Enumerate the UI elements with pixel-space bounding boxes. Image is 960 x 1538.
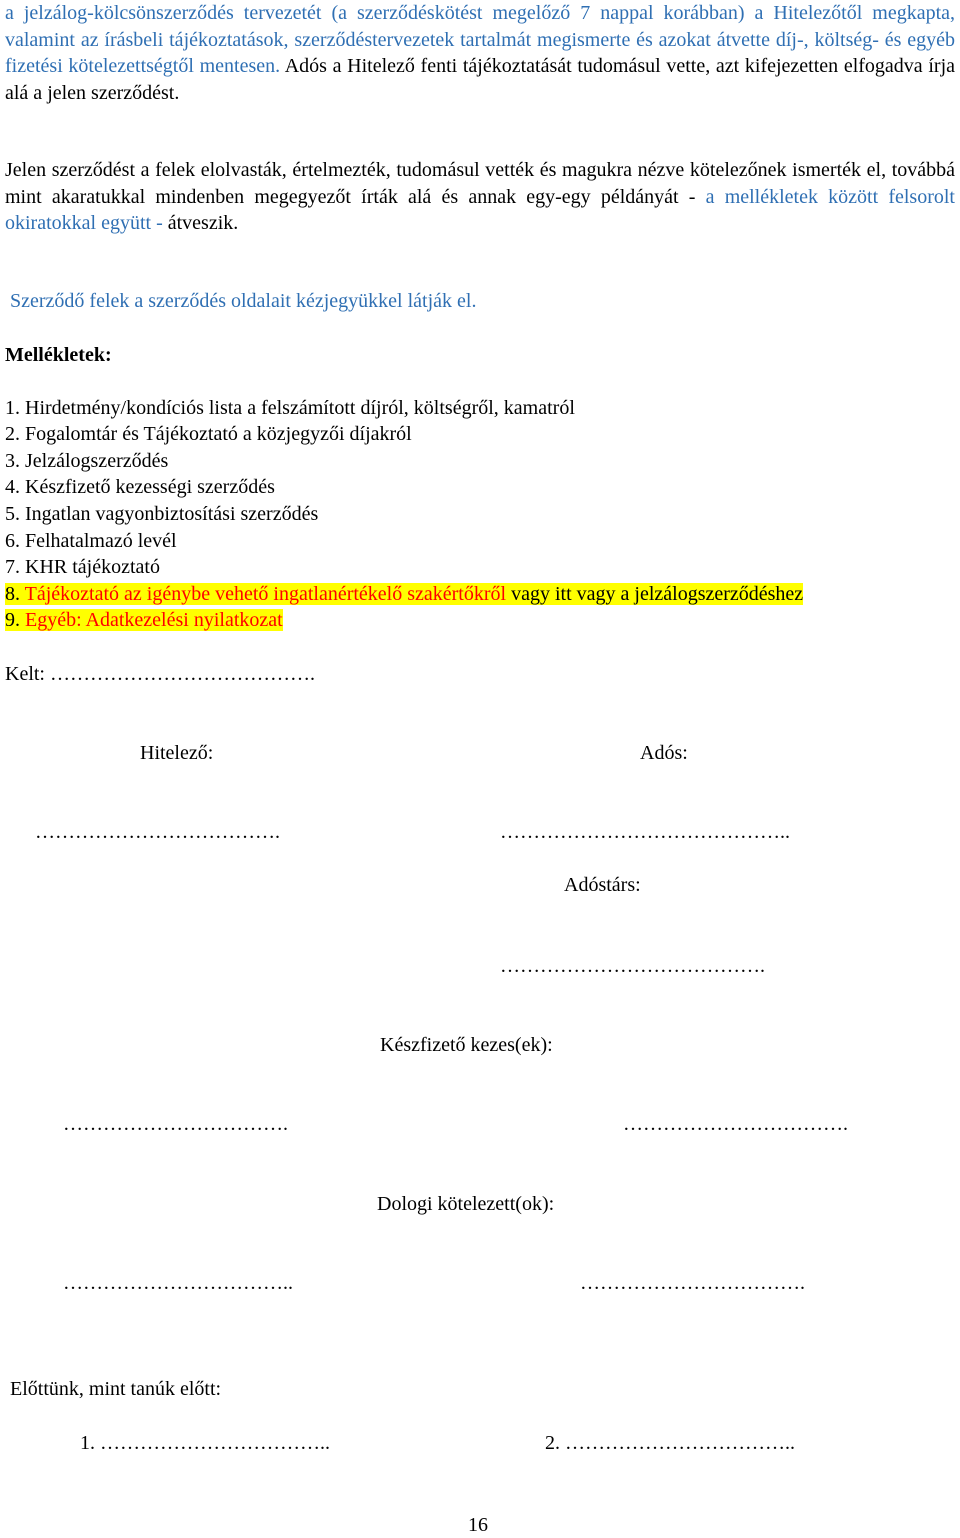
attachment-item-9-number: 9. bbox=[5, 609, 20, 631]
lender-signature-line: ………………………………. bbox=[35, 821, 280, 843]
witnesses-label: Előttünk, mint tanúk előtt: bbox=[10, 1378, 222, 1400]
guarantor-label: Készfizető kezes(ek): bbox=[380, 1034, 553, 1056]
attachment-item-8-rest: vagy itt vagy a jelzálogszerződéshez bbox=[506, 583, 804, 605]
debtor-label: Adós: bbox=[640, 742, 688, 764]
attachment-item-3: 3. Jelzálogszerződés bbox=[5, 450, 169, 472]
attachment-item-6: 6. Felhatalmazó levél bbox=[5, 530, 177, 552]
witness-2-line: 2. …………………………….. bbox=[545, 1432, 795, 1454]
intro-paragraph bbox=[5, 0, 955, 106]
attachment-item-1: 1. Hirdetmény/kondíciós lista a felszámított díjról, költségről, kamatról bbox=[5, 397, 575, 419]
initials-note: Szerződő felek a szerződés oldalait kézjegyükkel látják el. bbox=[10, 290, 477, 312]
closing-text-1: Jelen szerződést a felek elolvasták, értelmezték, tudomásul vették és magukra nézve kötelezőnek ismerték el, továbbá mint akaratukkal mindenben megegyezőt írták alá és annak egy-egy példányát - bbox=[5, 159, 955, 208]
codebtor-label: Adóstárs: bbox=[564, 874, 641, 896]
attachment-item-8 bbox=[5, 581, 803, 607]
closing-text-blue: a mellékletek között felsorolt okiratokkal együtt - bbox=[5, 185, 955, 234]
attachment-item-9 bbox=[5, 607, 283, 633]
guarantor-signature-line-1: ……………………………. bbox=[63, 1113, 288, 1135]
attachment-item-8-red-text: Tájékoztató az igénybe vehető ingatlanértékelő szakértőkről bbox=[20, 583, 507, 605]
pledgor-label: Dologi kötelezett(ok): bbox=[377, 1193, 555, 1215]
closing-text-3: átveszik. bbox=[162, 212, 239, 234]
pledgor-signature-line-2: ……………………………. bbox=[580, 1272, 805, 1294]
pledgor-signature-line-1: …………………………….. bbox=[63, 1272, 293, 1294]
attachment-item-9-red-text: Egyéb: Adatkezelési nyilatkozat bbox=[20, 609, 283, 631]
attachment-item-7: 7. KHR tájékoztató bbox=[5, 556, 160, 578]
attachment-item-2: 2. Fogalomtár és Tájékoztató a közjegyzői díjakról bbox=[5, 423, 412, 445]
debtor-signature-line: …………………………………….. bbox=[500, 821, 790, 843]
guarantor-signature-line-2: ……………………………. bbox=[623, 1113, 848, 1135]
date-line: Kelt: …………………………………. bbox=[5, 663, 315, 685]
attachments-heading: Mellékletek: bbox=[5, 344, 112, 366]
intro-text-blue: a jelzálog-kölcsönszerződés tervezetét (a szerződéskötést megelőző 7 nappal korábban) a Hitelezőtől megkapta, valamint az írásbeli tájékoztatások, szerződéstervezetek tartalmát megismerte és azokat átvette díj-, költség- és egyéb fizetési kötelezettségtől mentesen. bbox=[5, 2, 955, 77]
attachment-item-8-highlight bbox=[5, 583, 803, 605]
lender-label: Hitelező: bbox=[140, 742, 214, 764]
attachment-item-8-number: 8. bbox=[5, 583, 20, 605]
closing-paragraph bbox=[5, 157, 955, 237]
codebtor-signature-line: …………………………………. bbox=[500, 955, 765, 977]
intro-text-black: Adós a Hitelező fenti tájékoztatását tudomásul vette, azt kifejezetten elfogadva írja alá a jelen szerződést. bbox=[5, 55, 956, 104]
witness-1-line: 1. …………………………….. bbox=[80, 1432, 330, 1454]
attachment-item-9-highlight bbox=[5, 609, 283, 631]
page-number: 16 bbox=[468, 1514, 488, 1536]
attachment-item-4: 4. Készfizető kezességi szerződés bbox=[5, 476, 275, 498]
attachment-item-5: 5. Ingatlan vagyonbiztosítási szerződés bbox=[5, 503, 319, 525]
